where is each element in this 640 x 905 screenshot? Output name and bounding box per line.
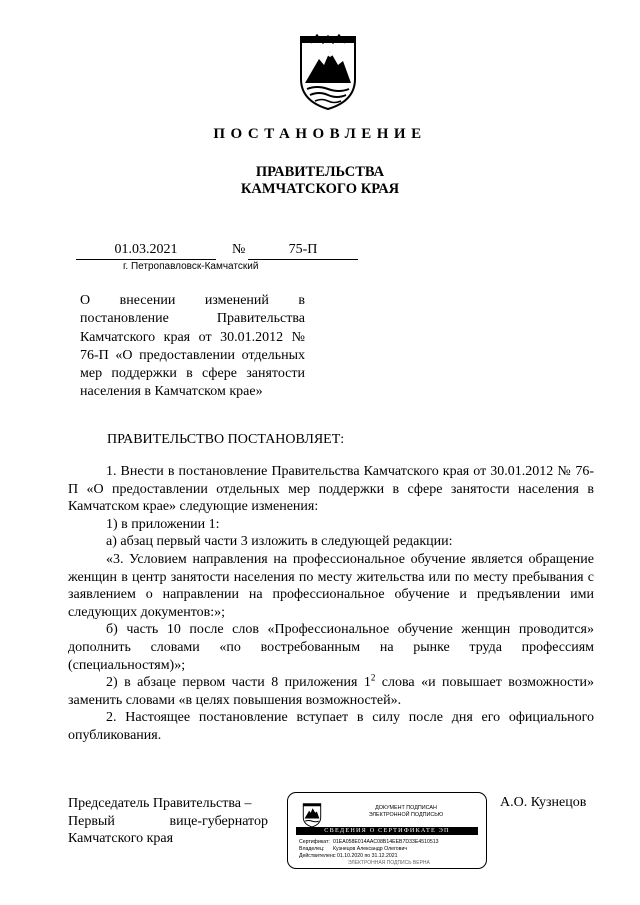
body-paragraph-6-superscript: 2 xyxy=(370,672,376,683)
document-date: 01.03.2021 xyxy=(76,242,216,260)
signer-line-3: Камчатского края xyxy=(68,831,174,847)
stamp-title-line-2: ЭЛЕКТРОННОЙ ПОДПИСЬЮ xyxy=(368,812,444,818)
owner-label: Владелец: xyxy=(299,845,325,852)
resolves-heading: ПРАВИТЕЛЬСТВО ПОСТАНОВЛЯЕТ: xyxy=(107,432,345,447)
document-subject: О внесении изменений в постановление Правительства Камчатского края от 30.01.2012 № 76-П «О предоставлении отдельных мер поддержки в сфере занятости населения в Камчатском крае» xyxy=(80,293,305,400)
body-paragraph-2: 1) в приложении 1: xyxy=(106,516,220,532)
body-paragraph-6-end: слова «и повышает возможности» заменить словами «в целях повышения возможностей». xyxy=(68,675,594,708)
body-paragraph-7: 2. Настоящее постановление вступает в силу после дня его официального опубликования. xyxy=(68,710,594,743)
kamchatka-emblem-icon xyxy=(297,33,359,111)
body-paragraph-6 xyxy=(68,674,594,709)
body-paragraph-1: 1. Внести в постановление Правительства Камчатского края от 30.01.2012 № 76-П «О предоставлении отдельных мер поддержки в сфере занятости населения в Камчатском крае» следующие изменения: xyxy=(68,464,594,515)
issuer-line-2: КАМЧАТСКОГО КРАЯ xyxy=(240,181,400,197)
stamp-certificate-details xyxy=(299,839,439,859)
stamp-title-line-1: ДОКУМЕНТ ПОДПИСАН xyxy=(375,805,437,811)
issuer-line-1: ПРАВИТЕЛЬСТВА xyxy=(255,164,385,180)
stamp-certificate-header: СВЕДЕНИЯ О СЕРТИФИКАТЕ ЭП xyxy=(296,827,478,835)
number-sign: № xyxy=(232,242,246,257)
body-paragraph-6-start: 2) в абзаце первом части 8 приложения 1 xyxy=(106,675,371,691)
electronic-signature-stamp xyxy=(287,792,487,869)
valid-label: Действителен: xyxy=(299,852,335,859)
body-paragraph-4: «3. Условием направления на профессиональное обучение является обращение женщин в центр занятости населения по месту жительства или по месту пребывания с заявлением о направлении на профессиональное обучение и предъявлении ими следующих документов:»; xyxy=(68,551,594,620)
document-number: 75-П xyxy=(248,242,358,260)
stamp-title xyxy=(332,805,480,819)
document-type-title: ПОСТАНОВЛЕНИЕ xyxy=(213,126,427,142)
document-city: г. Петропавловск-Камчатский xyxy=(123,261,259,272)
signer-line-2: Первый вице-губернатор xyxy=(68,813,268,829)
valid-value: с 01.10.2020 по 31.12.2021 xyxy=(333,852,398,859)
document-body xyxy=(68,463,594,745)
cert-label: Сертификат: xyxy=(299,839,330,845)
stamp-emblem-icon xyxy=(302,802,322,828)
signer-name: А.О. Кузнецов xyxy=(500,795,587,810)
body-paragraph-5: б) часть 10 после слов «Профессиональное обучение женщин проводится» дополнить словами «по востребованным на рынке труда профессиям (специальностям)»; xyxy=(68,622,594,673)
stamp-footer: ЭЛЕКТРОННАЯ ПОДПИСЬ ВЕРНА xyxy=(348,860,430,866)
body-paragraph-3: а) абзац первый части 3 изложить в следующей редакции: xyxy=(106,534,453,550)
signer-position xyxy=(68,795,268,848)
signer-line-1: Председатель Правительства – xyxy=(68,796,252,811)
issuer-heading xyxy=(0,164,640,198)
cert-value: 01EA058E014AAC08B14EEB7D33E4510513 xyxy=(333,839,439,845)
owner-value: Кузнецов Александр Олегович xyxy=(333,845,408,852)
